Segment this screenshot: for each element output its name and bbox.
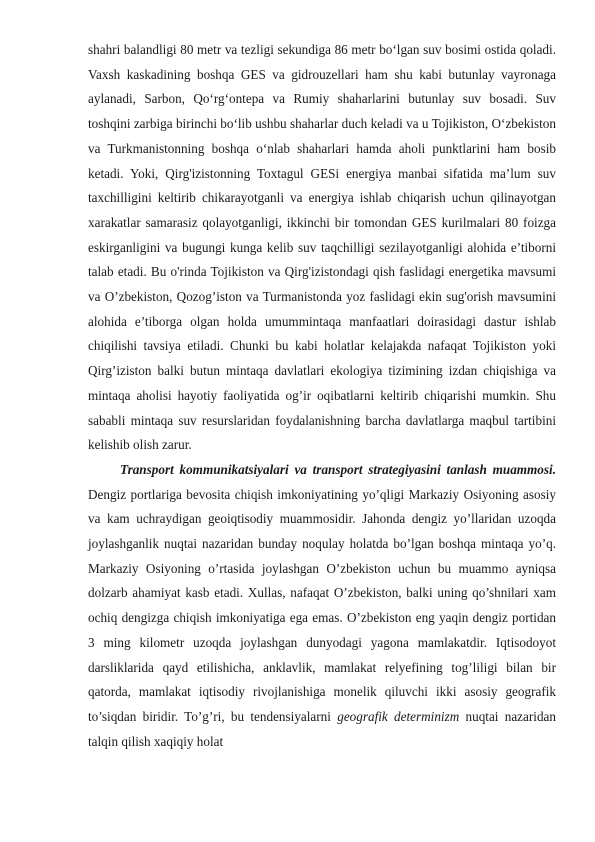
italic-term: geografik determinizm [337, 708, 460, 724]
paragraph-2-text-a: Dengiz portlariga bevosita chiqish imkoniyatining yo’qligi Markaziy Osiyoning asosiy va kam uchraydigan geoiqtisodiy muammosidir. Jahonda dengiz yo’llaridan uzoqda joylashganlik nuqtai nazaridan bunday noqulay holatda bo’lgan boshqa mintaqa yo’q. Markaziy Osiyoning o’rtasida joylashgan O’zbekiston uchun bu muammo ayniqsa dolzarb ahamiyat kasb etadi. Xullas, nafaqat O’zbekiston, balki uning qo’shnilari xam ochiq dengizga chiqish imkoniyatiga ega emas. O’zbekiston eng yaqin dengiz portidan 3 ming kilometr uzoqda joylashgan dunyodagi yagona mamlakatdir. Iqtisodoyot darsliklarida qayd etilishicha, anklavlik, mamlakat relyefining tog’liligi bilan bir qatorda, mamlakat iqtisodiy rivojlanishiga monelik qiluvchi ikki asosiy geografik to’siqdan biridir. To’g’ri, bu tendensiyalarni [88, 486, 556, 724]
body-paragraph-1: shahri balandligi 80 metr va tezligi sekundiga 86 metr bo‘lgan suv bosimi ostida qoladi. Vaxsh kaskadining boshqa GES va gidrouzellari ham shu kabi butunlay vayronaga aylanadi, Sarbon, Qo‘rg‘ontepa va Rumiy shaharlarini butunlay suv bosadi. Suv toshqini zarbiga birinchi bo‘lib ushbu shaharlar duch keladi va u Tojikiston, O‘zbekiston va Turkmanistonning boshqa o‘nlab shaharlari hamda aholi punktlarini ham bosib ketadi. Yoki, Qirg'izistonning Toxtagul GESi energiya manbai sifatida ma’lum suv taxchilligini keltirib chikarayotganli va energiya ishlab chiqarish uchun qilinayotgan xarakatlar samarasiz qolayotganligi, ikkinchi bir tomondan GES kurilmalari 80 foizga eskirganligini va bugungi kunga kelib suv taqchilligi sezilayotganligi alohida e’tiborni talab etadi. Bu o'rinda Tojikiston va Qirg'izistondagi qish faslidagi energetika mavsumi va O’zbekiston, Qozog’iston va Turmanistonda yoz faslidagi ekin sug'orish mavsumini alohida e’tiborga olgan holda umummintaqa manfaatlari doirasidagi dastur ishlab chiqilishi tavsiya etiladi. Chunki bu kabi holatlar kelajakda nafaqat Tojikiston yoki Qirg’iziston balki butun mintaqa davlatlari ekologiya tizimining izdan chiqishiga va mintaqa aholisi hayotiy faoliyatida og’ir oqibatlarni keltirib chiqarishi mumkin. Shu sababli mintaqa suv resurslaridan foydalanishning barcha davlatlarga maqbul tartibini kelishib olish zarur. [88, 42, 556, 453]
section-heading-inline: Transport kommunikatsiyalari va transport strategiyasini tanlash muammosi. [120, 461, 556, 477]
body-paragraph-2 [88, 458, 556, 754]
paragraph-2-text-b: nuqtai nazaridan talqin qilish xaqiqiy holat [88, 708, 556, 749]
document-page [88, 38, 556, 754]
